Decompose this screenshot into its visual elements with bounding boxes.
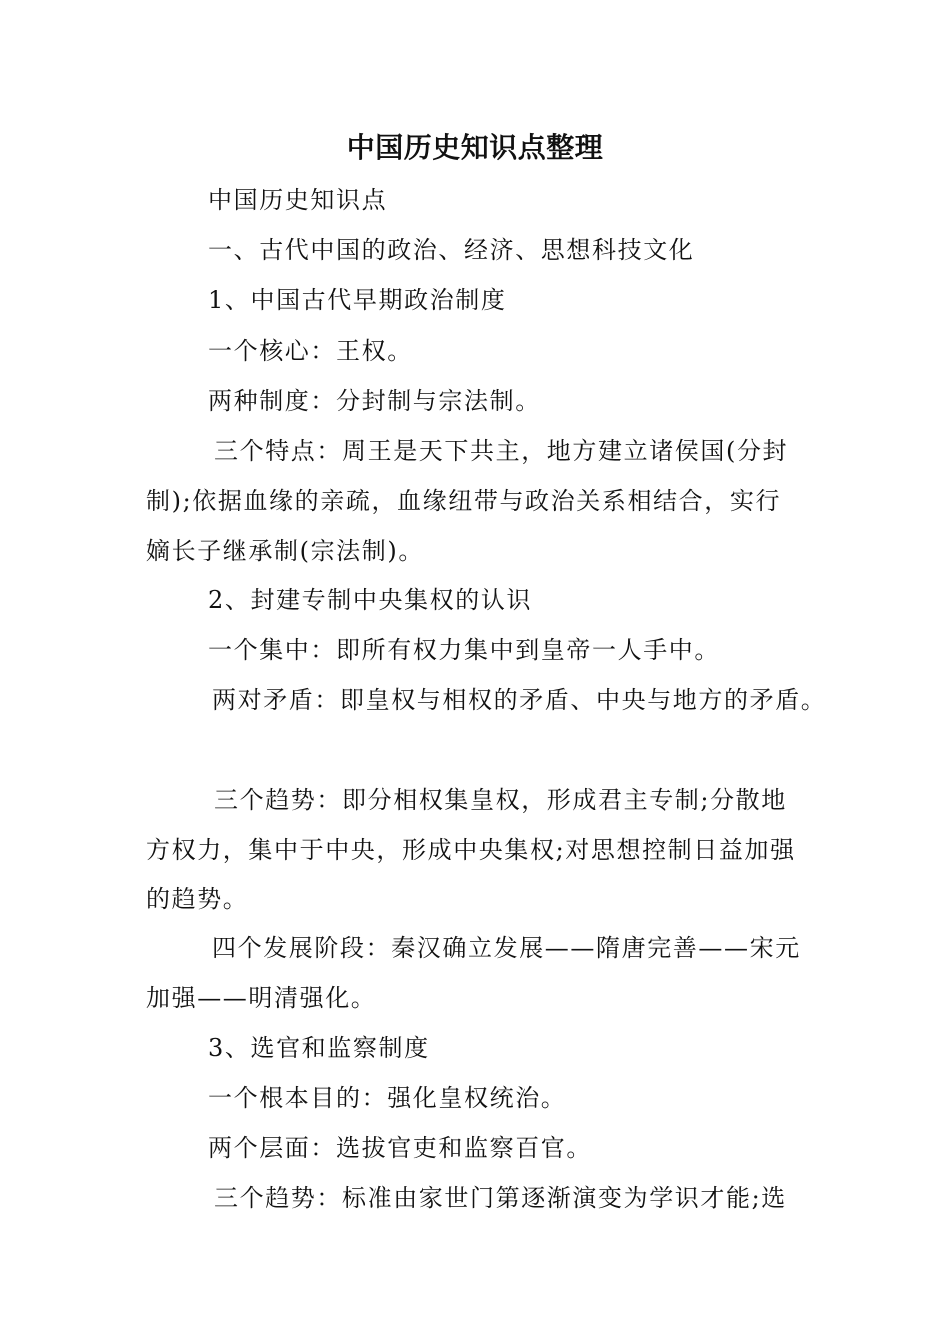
paragraph-line: 中国历史知识点: [208, 186, 388, 214]
paragraph-line: 一个核心：王权。: [208, 337, 413, 365]
paragraph-line: 四个发展阶段：秦汉确立发展——隋唐完善——宋元: [212, 934, 801, 962]
document-title: 中国历史知识点整理: [346, 131, 604, 164]
paragraph-line: 方权力，集中于中央，形成中央集权;对思想控制日益加强: [146, 836, 796, 864]
paragraph-line: 三个趋势：即分相权集皇权，形成君主专制;分散地: [214, 786, 787, 814]
paragraph-line: 一、古代中国的政治、经济、思想科技文化: [208, 236, 695, 264]
paragraph-line: 一个集中：即所有权力集中到皇帝一人手中。: [208, 636, 720, 664]
paragraph-line: 制);依据血缘的亲疏，血缘纽带与政治关系相结合，实行: [146, 487, 782, 515]
paragraph-line: 嫡长子继承制(宗法制)。: [146, 537, 424, 565]
paragraph-line: 加强——明清强化。: [146, 984, 377, 1012]
paragraph-line: 2、封建专制中央集权的认识: [208, 586, 533, 614]
paragraph-line: 的趋势。: [146, 885, 249, 913]
paragraph-line: 三个趋势：标准由家世门第逐渐演变为学识才能;选: [214, 1184, 787, 1212]
paragraph-line: 三个特点：周王是天下共主，地方建立诸侯国(分封: [214, 437, 789, 465]
paragraph-line: 两个层面：选拔官吏和监察百官。: [208, 1134, 592, 1162]
paragraph-line: 两种制度：分封制与宗法制。: [208, 387, 541, 415]
paragraph-line: 3、选官和监察制度: [208, 1034, 430, 1062]
paragraph-line: 一个根本目的：强化皇权统治。: [208, 1084, 567, 1112]
paragraph-line: 1、中国古代早期政治制度: [208, 286, 507, 314]
paragraph-line: 两对矛盾：即皇权与相权的矛盾、中央与地方的矛盾。: [212, 686, 827, 714]
